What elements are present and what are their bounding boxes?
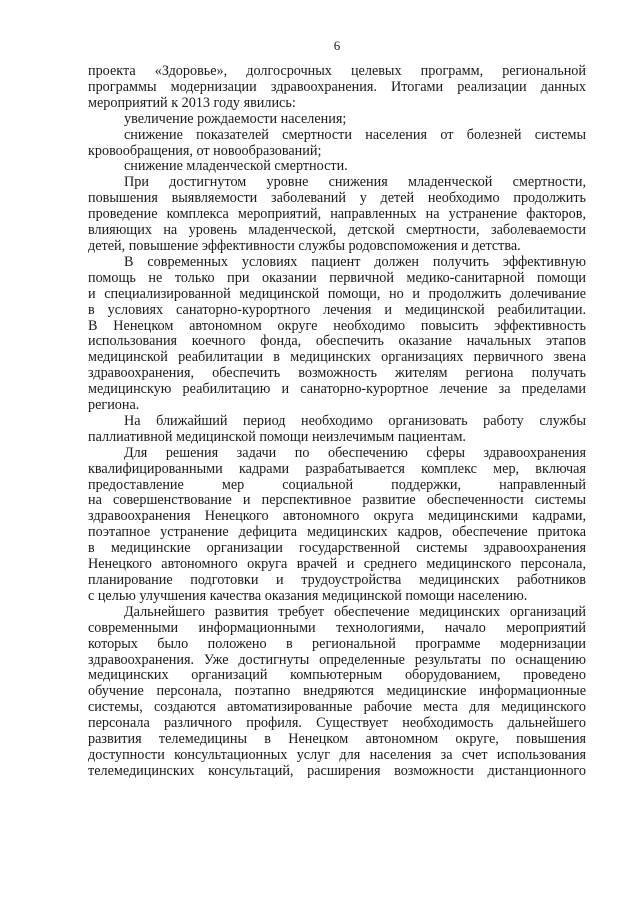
paragraph [88, 255, 586, 414]
text-line: проведение комплекса мероприятий, направленных на устранение факторов, [88, 206, 586, 223]
text-line: повышения выявляемости заболеваний у детей необходимо продолжить [88, 190, 586, 207]
text-line: медицинскую реабилитацию и санаторно-курортное лечение за пределами [88, 381, 586, 398]
document-body [88, 64, 586, 780]
text-line: развития телемедицины в Ненецком автономном округе, повышения [88, 731, 586, 748]
text-line: снижение показателей смертности населения от болезней системы [124, 126, 586, 143]
text-line: проекта «Здоровье», долгосрочных целевых программ, региональной [88, 63, 586, 79]
text-line: кровообращения, от новообразований; [88, 142, 322, 159]
document-page [88, 38, 586, 780]
paragraph [88, 175, 586, 255]
text-line: в медицинские организации государственной системы здравоохранения [88, 540, 586, 557]
text-line: телемедицинских консультаций, расширения возможности дистанционного [88, 762, 586, 779]
text-line: использования коечного фонда, обеспечить оказание начальных этапов [88, 333, 586, 350]
text-line: поэтапное устранение дефицита медицинских кадров, обеспечение притока [88, 524, 586, 541]
text-line: Дальнейшего развития требует обеспечение медицинских организаций [124, 603, 586, 620]
page-number: 6 [333, 38, 341, 53]
text-line: Ненецкого автономного округа врачей и среднего медицинского персонала, [88, 556, 586, 573]
text-line: в условиях санаторно-курортного лечения и медицинской реабилитации. [88, 301, 586, 318]
text-line: региона. [88, 397, 140, 414]
text-line: медицинских организаций компьютерным оборудованием, проведено [88, 667, 586, 684]
text-line: помощь не только при оказании первичной медико-санитарной помощи [88, 269, 586, 286]
text-line: снижение младенческой смертности. [124, 158, 348, 175]
text-line: мероприятий к 2013 году явились: [88, 94, 296, 111]
text-line: предоставление мер социальной поддержки, направленный [88, 476, 586, 493]
text-line: с целью улучшения качества оказания медицинской помощи населению. [88, 587, 528, 604]
paragraph [88, 159, 586, 175]
text-line: увеличение рождаемости населения; [124, 110, 347, 127]
text-line: программы модернизации здравоохранения. Итогами реализации данных [88, 78, 586, 95]
text-line: влияющих на уровень младенческой, детской смертности, заболеваемости [88, 222, 586, 239]
text-line: На ближайший период необходимо организовать работу службы [124, 412, 586, 429]
paragraph [88, 112, 586, 128]
text-line: доступности консультационных услуг для населения за счет использования [88, 746, 586, 763]
text-line: системы, создаются автоматизированные рабочие места для медицинского [88, 699, 586, 716]
text-line: Для решения задачи по обеспечению сферы здравоохранения [124, 444, 586, 461]
text-line: В Ненецком автономном округе необходимо повысить эффективность [88, 317, 586, 334]
text-line: здравоохранения Ненецкого автономного округа медицинскими кадрами, [88, 508, 586, 525]
text-line: на совершенствование и перспективное развитие обеспеченности системы [88, 492, 586, 509]
text-line: планирование подготовки и трудоустройства медицинских работников [88, 572, 586, 588]
paragraph [88, 128, 586, 160]
text-line: современными информационными технологиями, начало мероприятий [88, 619, 586, 636]
text-line: персонала различного профиля. Существует необходимость дальнейшего [88, 715, 586, 732]
text-line: детей, повышение эффективности службы родовспоможения и детства. [88, 237, 521, 254]
text-line: здравоохранения, обеспечить возможность жителям региона получать [88, 365, 586, 382]
paragraph [88, 605, 586, 780]
text-line: паллиативной медицинской помощи неизлечимым пациентам. [88, 428, 466, 445]
text-line: обучение персонала, поэтапно внедряются медицинские информационные [88, 683, 586, 700]
text-line: которых было положено в региональной программе модернизации [88, 635, 586, 652]
text-line: здравоохранения. Уже достигнуты определенные результаты по оснащению [88, 651, 586, 668]
text-line: и специализированной медицинской помощи, но и продолжить долечивание [88, 285, 586, 302]
text-line: В современных условиях пациент должен получить эффективную [124, 253, 586, 270]
paragraph [88, 414, 586, 446]
paragraph [88, 64, 586, 112]
text-line: При достигнутом уровне снижения младенческой смертности, [124, 174, 586, 191]
paragraph [88, 446, 586, 605]
text-line: квалифицированными кадрами разрабатывается комплекс мер, включая [88, 460, 586, 477]
text-line: медицинской реабилитации в медицинских организациях первичного звена [88, 349, 586, 366]
